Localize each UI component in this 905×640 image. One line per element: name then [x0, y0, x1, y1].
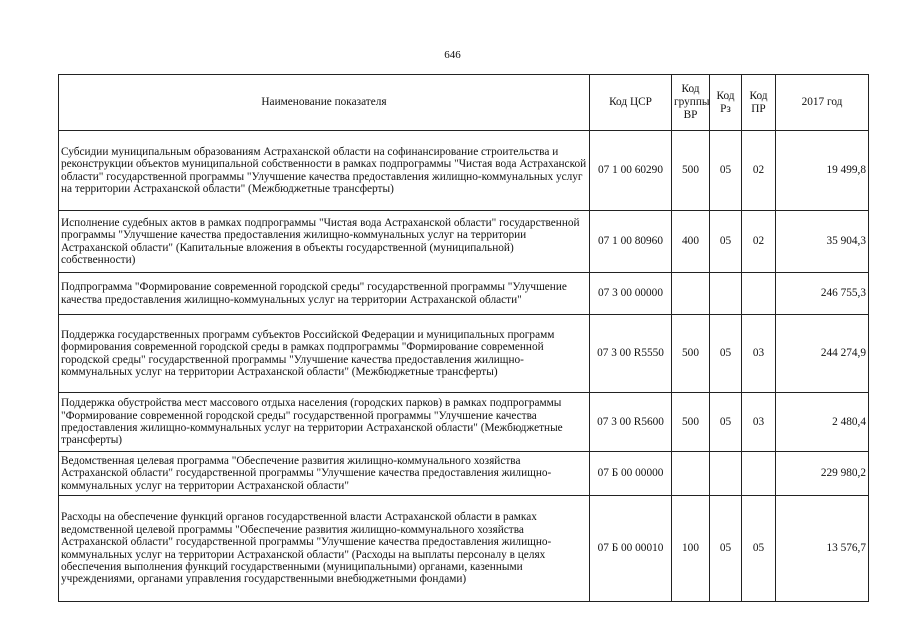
row-vr: [672, 452, 710, 496]
row-vr: 400: [672, 211, 710, 273]
row-amount: 2 480,4: [776, 393, 869, 452]
row-rz: 05: [710, 211, 742, 273]
row-amount: 35 904,3: [776, 211, 869, 273]
header-vr: Код группы ВР: [672, 75, 710, 131]
row-csr: 07 1 00 80960: [590, 211, 672, 273]
row-rz: 05: [710, 315, 742, 393]
table-row: [59, 393, 869, 452]
row-vr: 100: [672, 496, 710, 602]
row-name: Расходы на обеспечение функций органов государственной власти Астраханской области в рамках ведомственной целевой программы "Обеспечение развития жилищно-коммунального хозяйства Астраханской области" государственной программы "Улучшение качества предоставления жилищно-коммунальных услуг на территории Астраханской области" (Расходы на выплаты персоналу в целях обеспечения выполнения функций государственными (муниципальными) органами, казенными учреждениями, органами управления государственными внебюджетными фондами): [59, 496, 590, 602]
table-row: [59, 211, 869, 273]
row-amount: 246 755,3: [776, 273, 869, 315]
row-pr: 03: [742, 393, 776, 452]
row-pr: 02: [742, 211, 776, 273]
header-year: 2017 год: [776, 75, 869, 131]
row-csr: 07 3 00 R5550: [590, 315, 672, 393]
header-pr: Код ПР: [742, 75, 776, 131]
row-rz: 05: [710, 393, 742, 452]
row-amount: 13 576,7: [776, 496, 869, 602]
row-rz: [710, 273, 742, 315]
row-name: Субсидии муниципальным образованиям Астраханской области на софинансирование строительства и реконструкции объектов муниципальной собственности в рамках подпрограммы "Чистая вода Астраханской области" государственной программы "Улучшение качества предоставления жилищно-коммунальных услуг на территории Астраханской области" (Межбюджетные трансферты): [59, 131, 590, 211]
row-amount: 19 499,8: [776, 131, 869, 211]
row-csr: 07 3 00 R5600: [590, 393, 672, 452]
row-name: Ведомственная целевая программа "Обеспечение развития жилищно-коммунального хозяйства Астраханской области" государственной программы "Улучшение качества предоставления жилищно-коммунальных услуг на территории Астраханской области": [59, 452, 590, 496]
row-name: Подпрограмма "Формирование современной городской среды" государственной программы "Улучшение качества предоставления жилищно-коммунальных услуг на территории Астраханской области": [59, 273, 590, 315]
table-row: [59, 131, 869, 211]
row-rz: [710, 452, 742, 496]
row-vr: 500: [672, 393, 710, 452]
page-number: 646: [444, 49, 461, 61]
header-rz: Код Рз: [710, 75, 742, 131]
row-pr: 02: [742, 131, 776, 211]
row-pr: [742, 452, 776, 496]
row-vr: 500: [672, 315, 710, 393]
row-name: Поддержка обустройства мест массового отдыха населения (городских парков) в рамках подпрограммы "Формирование современной городской среды" государственной программы "Улучшение качества предоставления жилищно-коммунальных услуг на территории Астраханской области" (Межбюджетные трансферты): [59, 393, 590, 452]
header-name: Наименование показателя: [59, 75, 590, 131]
row-csr: 07 3 00 00000: [590, 273, 672, 315]
row-name: Исполнение судебных актов в рамках подпрограммы "Чистая вода Астраханской области" государственной программы "Улучшение качества предоставления жилищно-коммунальных услуг на территории Астраханской области" (Капитальные вложения в объекты государственной (муниципальной) собственности): [59, 211, 590, 273]
row-pr: [742, 273, 776, 315]
row-rz: 05: [710, 131, 742, 211]
table-row: [59, 273, 869, 315]
row-csr: 07 1 00 60290: [590, 131, 672, 211]
table-row: [59, 452, 869, 496]
row-amount: 244 274,9: [776, 315, 869, 393]
table-header-row: [59, 75, 869, 131]
row-csr: 07 Б 00 00000: [590, 452, 672, 496]
header-csr: Код ЦСР: [590, 75, 672, 131]
row-amount: 229 980,2: [776, 452, 869, 496]
row-vr: 500: [672, 131, 710, 211]
row-csr: 07 Б 00 00010: [590, 496, 672, 602]
row-vr: [672, 273, 710, 315]
budget-table: [58, 74, 869, 602]
row-rz: 05: [710, 496, 742, 602]
row-name: Поддержка государственных программ субъектов Российской Федерации и муниципальных программ формирования современной городской среды в рамках подпрограммы "Формирование современной городской среды" государственной программы "Улучшение качества предоставления жилищно-коммунальных услуг на территории Астраханской области" (Межбюджетные трансферты): [59, 315, 590, 393]
table-row: [59, 496, 869, 602]
row-pr: 03: [742, 315, 776, 393]
table-row: [59, 315, 869, 393]
row-pr: 05: [742, 496, 776, 602]
